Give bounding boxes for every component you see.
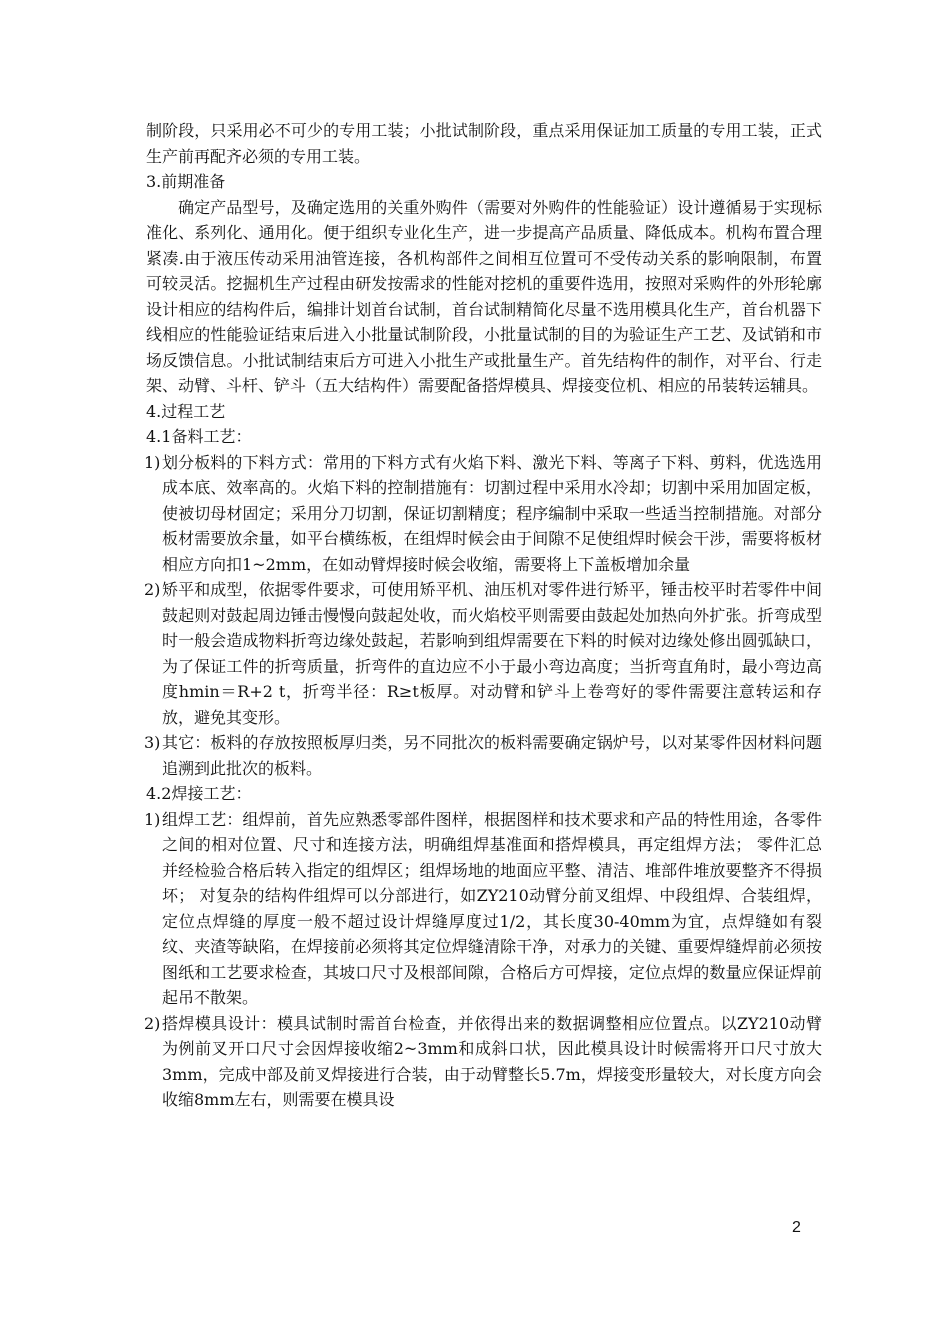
section-4-heading: 4.过程工艺 xyxy=(146,401,226,421)
list-item xyxy=(146,1011,822,1113)
list-item xyxy=(146,807,822,1011)
list-item-number: 1) xyxy=(144,809,161,829)
list-item-text: 其它：板料的存放按照板厚归类，另不同批次的板料需要确定锅炉号，以对某零件因材料问题追溯到此批次的板料。 xyxy=(162,733,822,778)
list-item xyxy=(146,730,822,781)
list-item-number: 2) xyxy=(144,580,161,599)
list-item xyxy=(146,450,822,578)
list-item-text: 搭焊模具设计：模具试制时需首台检查，并依得出来的数据调整相应位置点。以ZY210动臂为例前叉开口尺寸会因焊接收缩2~3mm和成斜口状，因此模具设计时候需将开口尺寸放大3mm，完成中部及前叉焊接进行合装，由于动臂整长5.7m，焊接变形量较大，对长度方向会收缩8mm左右，则需要在模具设 xyxy=(162,1013,822,1109)
list-item-number: 2) xyxy=(144,1013,161,1033)
list-item-number: 3) xyxy=(144,733,161,752)
section-4-2-heading: 4.2焊接工艺： xyxy=(146,784,252,803)
list-item-text: 组焊工艺：组焊前，首先应熟悉零部件图样，根据图样和技术要求和产品的特性用途，各零件之间的相对位置、尺寸和连接方法，明确组焊基准面和搭焊模具，再定组焊方法； 零件汇总并经检验合格后转入指定的组焊区；组焊场地的地面应平整、清洁、堆部件堆放要整齐不得损坏； 对复杂的结构件组焊可以分部进行，如ZY210动臂分前叉组焊、中段组焊、合装组焊，定位点焊缝的厚度一般不超过设计焊缝厚度过1/2，其长度30-40mm为宜，点焊缝如有裂纹、夹渣等缺陷，在焊接前必须将其定位焊缝清除干净，对承力的关键、重要焊缝焊前必须按图纸和工艺要求检查，其坡口尺寸及根部间隙，合格后方可焊接，定位点焊的数量应保证焊前起吊不散架。 xyxy=(162,809,822,1007)
list-item-text: 划分板料的下料方式：常用的下料方式有火焰下料、激光下料、等离子下料、剪料，优选选用成本底、效率高的。火焰下料的控制措施有：切割过程中采用水冷却；切割中采用加固定板，使被切母材固定；采用分刀切割，保证切割精度；程序编制中采取一些适当控制措施。对部分板材需要放余量，如平台横练板，在组焊时候会由于间隙不足使组焊时候会干涉，需要将板材相应方向扣1~2mm，在如动臂焊接时候会收缩，需要将上下盖板增加余量 xyxy=(162,452,822,574)
list-item-text: 矫平和成型，依据零件要求，可使用矫平机、油压机对零件进行矫平，锤击校平时若零件中间鼓起则对鼓起周边锤击慢慢向鼓起处收，而火焰校平则需要由鼓起处加热向外扩张。折弯成型时一般会造成物料折弯边缘处鼓起，若影响到组焊需要在下料的时候对边缘处修出圆弧缺口，为了保证工件的折弯质量，折弯件的直边应不小于最小弯边高度；当折弯直角时，最小弯边高度hmin＝R+2 t，折弯半径：R≥t板厚。对动臂和铲斗上卷弯好的零件需要注意转运和存放，避免其变形。 xyxy=(162,580,822,727)
list-item xyxy=(146,577,822,730)
list-item-number: 1) xyxy=(144,452,161,472)
continuation-paragraph: 制阶段，只采用必不可少的专用工装；小批试制阶段，重点采用保证加工质量的专用工装，正式生产前再配齐必须的专用工装。 xyxy=(146,121,822,166)
section-3-paragraph: 确定产品型号，及确定选用的关重外购件（需要对外购件的性能验证）设计遵循易于实现标准化、系列化、通用化。便于组织专业化生产，进一步提高产品质量、降低成本。机构布置合理紧凑.由于液压传动采用油管连接，各机构部件之间相互位置可不受传动关系的影响限制，布置可较灵活。挖掘机生产过程由研发按需求的性能对挖机的重要件选用，按照对采购件的外形轮廓设计相应的结构件后，编排计划首台试制，首台试制精简化尽量不选用模具化生产，首台机器下线相应的性能验证结束后进入小批量试制阶段，小批量试制的目的为验证生产工艺、及试销和市场反馈信息。小批试制结束后方可进入小批生产或批量生产。首先结构件的制作，对平台、行走架、动臂、斗杆、铲斗（五大结构件）需要配备搭焊模具、焊接变位机、相应的吊装转运辅具。 xyxy=(146,197,822,395)
section-4-1-heading: 4.1备料工艺： xyxy=(146,427,252,446)
page-number: 2 xyxy=(792,1219,801,1236)
document-body xyxy=(146,118,822,1113)
section-3-heading: 3.前期准备 xyxy=(146,172,226,191)
